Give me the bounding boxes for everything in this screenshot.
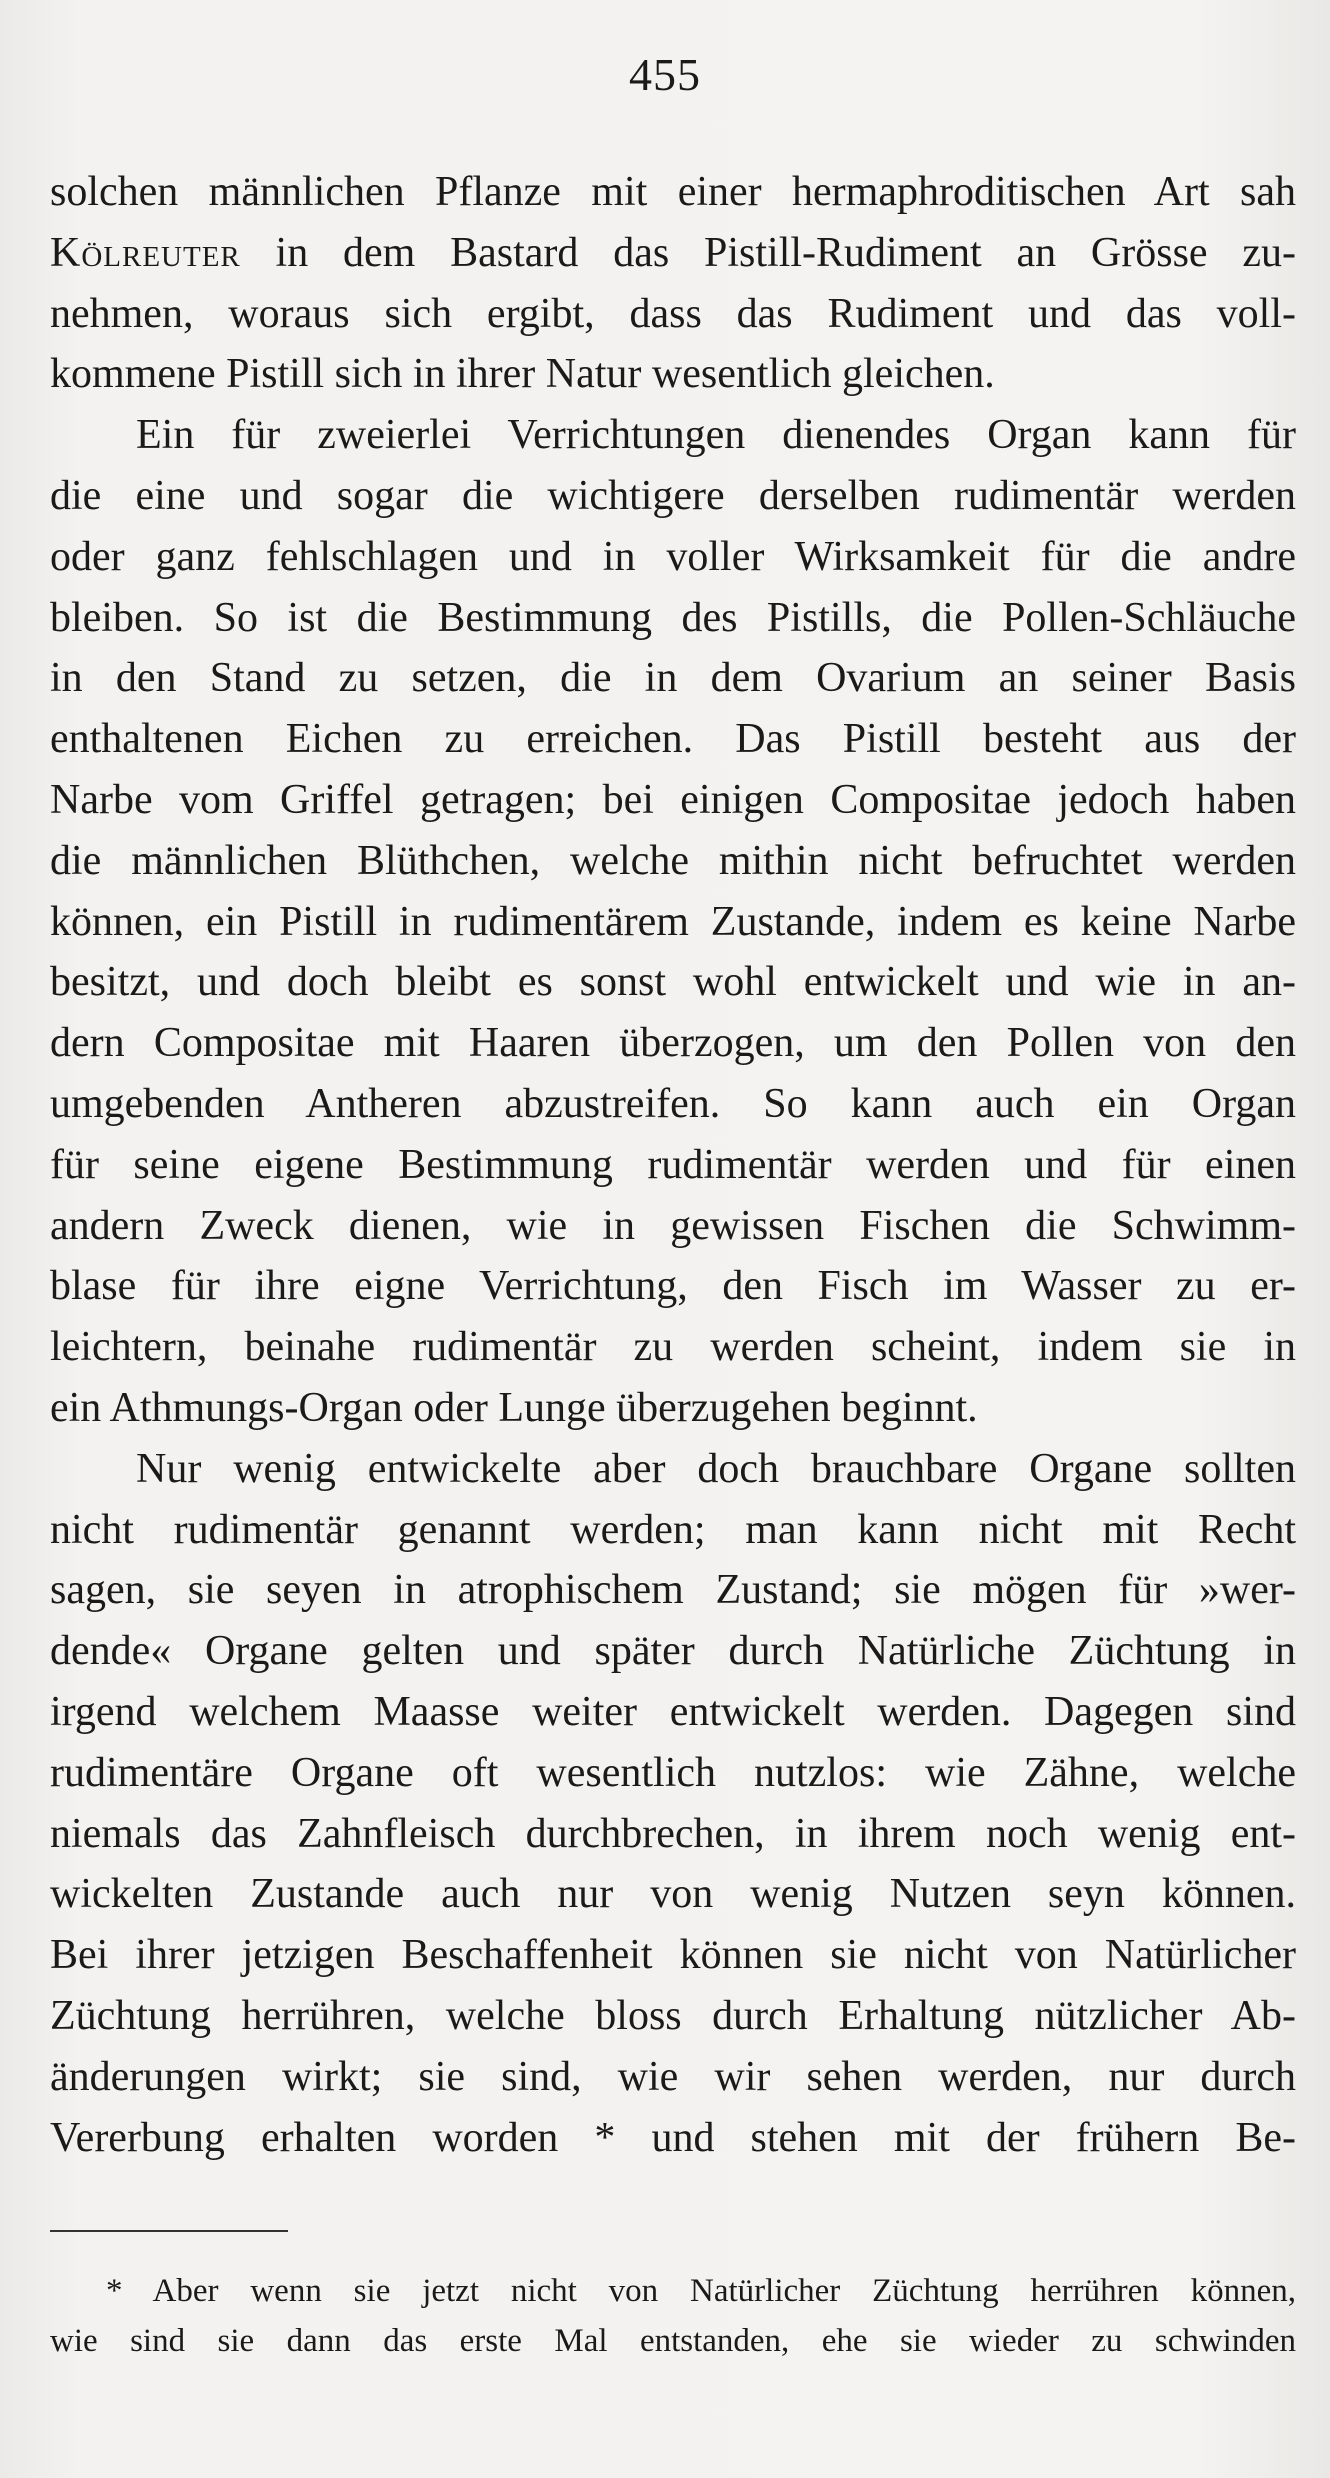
text-line: Bei ihrer jetzigen Beschaffenheit können sie nicht von Natürlicher xyxy=(50,1932,1296,1979)
text-line: umgebenden Antheren abzustreifen. So kann auch ein Organ xyxy=(50,1080,1296,1127)
text-line: ein Athmungs-Organ oder Lunge überzugehen beginnt. xyxy=(50,1384,978,1431)
text-line: für seine eigene Bestimmung rudimentär werden und für einen xyxy=(50,1141,1296,1188)
text-line: enthaltenen Eichen zu erreichen. Das Pistill besteht aus der xyxy=(50,716,1296,763)
text-line: änderungen wirkt; sie sind, wie wir sehen werden, nur durch xyxy=(50,2053,1296,2100)
footnote-rule xyxy=(50,2230,288,2232)
text-line: niemals das Zahnfleisch durchbrechen, in ihrem noch wenig ent- xyxy=(50,1810,1296,1857)
text-line: oder ganz fehlschlagen und in voller Wirksamkeit für die andre xyxy=(50,533,1296,580)
main-text xyxy=(50,162,1296,2168)
text-line: Narbe vom Griffel getragen; bei einigen Compositae jedoch haben xyxy=(50,776,1296,823)
text-line: dern Compositae mit Haaren überzogen, um den Pollen von den xyxy=(50,1020,1296,1067)
text-line: solchen männlichen Pflanze mit einer hermaphroditischen Art sah xyxy=(50,169,1296,215)
page-number: 455 xyxy=(629,49,701,100)
text-line: wickelten Zustande auch nur von wenig Nutzen seyn können. xyxy=(50,1871,1296,1918)
text-line: Vererbung erhalten worden * und stehen mit der frühern Be- xyxy=(50,2114,1296,2161)
footnote xyxy=(50,2266,1296,2366)
author-name: Kölreuter xyxy=(50,229,241,276)
text-line: besitzt, und doch bleibt es sonst wohl entwickelt und wie in an- xyxy=(50,959,1296,1006)
text-line: in den Stand zu setzen, die in dem Ovarium an seiner Basis xyxy=(50,655,1296,702)
text-line: die eine und sogar die wichtigere derselben rudimentär werden xyxy=(50,472,1296,519)
text-line xyxy=(50,223,1296,284)
text-line: irgend welchem Maasse weiter entwickelt werden. Dagegen sind xyxy=(50,1688,1296,1735)
text-line: bleiben. So ist die Bestimmung des Pistills, die Pollen-Schläuche xyxy=(50,594,1296,641)
text-line: Züchtung herrühren, welche bloss durch Erhaltung nützlicher Ab- xyxy=(50,1992,1296,2039)
text-line: kommene Pistill sich in ihrer Natur wesentlich gleichen. xyxy=(50,351,995,398)
text-line: Nur wenig entwickelte aber doch brauchbare Organe sollten xyxy=(136,1445,1296,1492)
text-line: sagen, sie seyen in atrophischem Zustand; sie mögen für »wer- xyxy=(50,1567,1296,1614)
text-line: können, ein Pistill in rudimentärem Zustande, indem es keine Narbe xyxy=(50,898,1296,945)
text-line: nehmen, woraus sich ergibt, dass das Rudiment und das voll- xyxy=(50,290,1296,337)
text-line: blase für ihre eigne Verrichtung, den Fisch im Wasser zu er- xyxy=(50,1263,1296,1310)
text-line: dende« Organe gelten und später durch Natürliche Züchtung in xyxy=(50,1628,1296,1675)
text-line: die männlichen Blüthchen, welche mithin nicht befruchtet werden xyxy=(50,837,1296,884)
footnote-line: wie sind sie dann das erste Mal entstanden, ehe sie wieder zu schwinden xyxy=(50,2323,1296,2359)
text-line: nicht rudimentär genannt werden; man kann nicht mit Recht xyxy=(50,1506,1296,1553)
line-text: in dem Bastard das Pistill-Rudiment an Grösse zu- xyxy=(240,229,1296,276)
text-line: andern Zweck dienen, wie in gewissen Fischen die Schwimm- xyxy=(50,1202,1296,1249)
footnote-line: * Aber wenn sie jetzt nicht von Natürlicher Züchtung herrühren können, xyxy=(106,2273,1296,2309)
text-line: rudimentäre Organe oft wesentlich nutzlos: wie Zähne, welche xyxy=(50,1749,1296,1796)
text-line: Ein für zweierlei Verrichtungen dienendes Organ kann für xyxy=(136,412,1296,459)
text-line: leichtern, beinahe rudimentär zu werden scheint, indem sie in xyxy=(50,1324,1296,1371)
